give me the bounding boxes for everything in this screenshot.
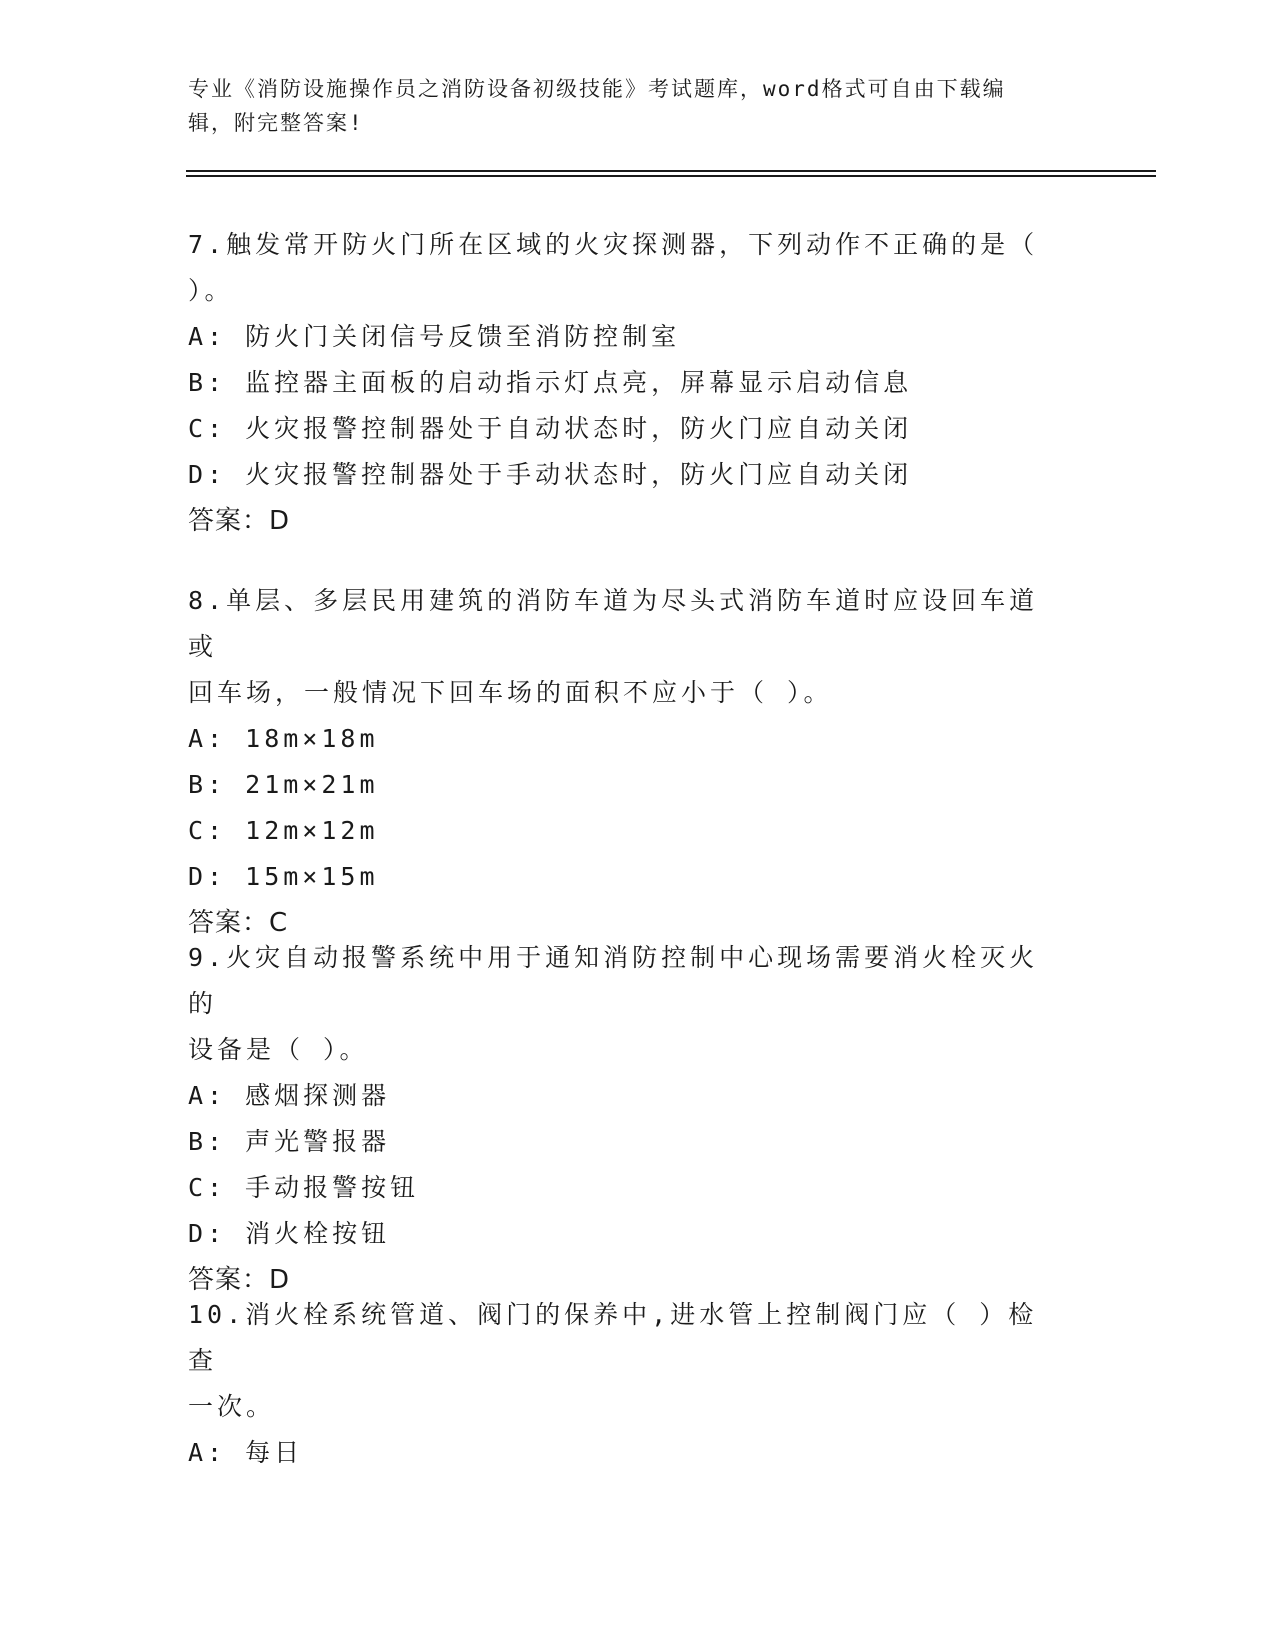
option-d: D: 15m×15m <box>188 862 379 891</box>
answer: 答案：D <box>188 1265 291 1295</box>
option-a: A: 防火门关闭信号反馈至消防控制室 <box>188 322 681 351</box>
option-c: C: 手动报警按钮 <box>188 1173 420 1202</box>
question-stem: 10.消火栓系统管道、阀门的保养中,进水管上控制阀门应（ ）检查 <box>188 1300 1038 1375</box>
header-rule-top <box>186 170 1156 172</box>
option-b: B: 监控器主面板的启动指示灯点亮，屏幕显示启动信息 <box>188 368 913 397</box>
header-line-2: 辑，附完整答案! <box>188 111 364 135</box>
option-b: B: 21m×21m <box>188 770 379 799</box>
question-stem: 8.单层、多层民用建筑的消防车道为尽头式消防车道时应设回车道或 <box>188 586 1039 661</box>
question-stem: 9.火灾自动报警系统中用于通知消防控制中心现场需要消火栓灭火的 <box>188 943 1039 1018</box>
question-stem: 7.触发常开防火门所在区域的火灾探测器，下列动作不正确的是（ <box>188 230 1039 259</box>
question-stem-cont: 设备是（ ）。 <box>188 1035 369 1064</box>
question-stem-cont: 一次。 <box>188 1392 276 1421</box>
question-10 <box>188 1292 1058 1476</box>
option-a: A: 18m×18m <box>188 724 379 753</box>
option-a: A: 感烟探测器 <box>188 1081 391 1110</box>
option-b: B: 声光警报器 <box>188 1127 391 1156</box>
option-c: C: 火灾报警控制器处于自动状态时，防火门应自动关闭 <box>188 414 913 443</box>
answer: 答案：C <box>188 908 289 938</box>
header-rule-bottom <box>186 175 1156 177</box>
question-stem-cont: 回车场，一般情况下回车场的面积不应小于（ ）。 <box>188 678 833 707</box>
option-d: D: 消火栓按钮 <box>188 1219 391 1248</box>
document-header <box>188 72 1088 140</box>
question-8 <box>188 578 1058 946</box>
option-a: A: 每日 <box>188 1438 304 1467</box>
answer: 答案：D <box>188 506 291 536</box>
question-7 <box>188 222 1058 544</box>
header-line-1: 专业《消防设施操作员之消防设备初级技能》考试题库，word格式可自由下载编 <box>188 77 1006 101</box>
question-stem-cont: ）。 <box>188 276 234 305</box>
question-9 <box>188 935 1058 1303</box>
option-d: D: 火灾报警控制器处于手动状态时，防火门应自动关闭 <box>188 460 913 489</box>
option-c: C: 12m×12m <box>188 816 379 845</box>
